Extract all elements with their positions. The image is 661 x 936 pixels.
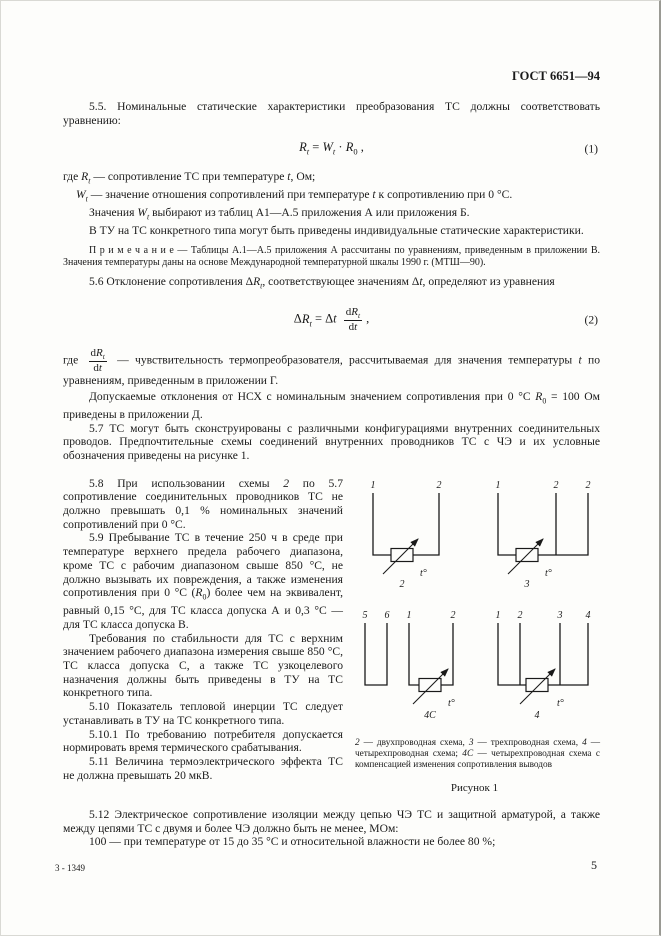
scheme-number-label: 2 — [399, 578, 405, 590]
terminal-number: 2 — [585, 479, 591, 491]
terminal-number: 2 — [553, 479, 559, 491]
terminal-number: 3 — [557, 609, 563, 621]
fraction-denominator: dt — [344, 320, 362, 333]
sensor-temperature-label: t° — [448, 697, 455, 709]
para-5-12: 5.12 Электрическое сопротивление изоляции между цепью ЧЭ ТС и защитной арматурой, а также между цепями ТС с двумя и более ЧЭ должно быть не менее, МОм: — [63, 807, 600, 835]
fraction-denominator: dt — [89, 361, 107, 374]
page-number: 5 — [591, 858, 597, 872]
scheme-4-diagram — [496, 610, 591, 721]
left-text-column — [63, 477, 343, 794]
formula-2-fraction — [344, 306, 362, 334]
scheme-number-label: 4 — [534, 709, 540, 721]
temperature-arrow-icon — [520, 669, 555, 704]
sensor-temperature-label: t° — [557, 697, 564, 709]
formula-1 — [63, 140, 600, 157]
note-paragraph: П р и м е ч а н и е — Таблицы А.1—А.5 приложения А рассчитаны по уравнениям, приведенным в приложении В. Значения температуры даны на основе Международной температурной шкалы 1990 г. (МТШ—90). — [63, 244, 600, 268]
where-2-lead: где — [63, 352, 79, 366]
terminal-number: 1 — [370, 479, 376, 491]
scheme-3-diagram — [496, 480, 591, 590]
formula-2-number: (2) — [584, 313, 598, 327]
para-5-10-1: 5.10.1 По требованию потребителя допускается нормировать время термического срабатывания. — [63, 727, 343, 755]
where-clause-1-line-2: $W_t$ — значение отношения сопротивлений при температуре t к сопротивлению при 0 °С. — [76, 187, 513, 204]
para-tu: В ТУ на ТС конкретного типа могут быть приведены индивидуальные статические характеристики. — [89, 223, 584, 237]
terminal-number: 1 — [495, 609, 501, 621]
para-5-8: 5.8 При использовании схемы 2 по 5.7 сопротивление соединительных проводников ТС не должно превышать 0,1 % номинальных значений сопротивлений при 0 °С. — [63, 476, 343, 531]
para-values: Значения $W_t$ выбирают из таблиц А1—А.5 приложения А или приложения Б. — [89, 205, 470, 222]
para-5-7: 5.7 ТС могут быть сконструированы с различными конфигурациями внутренних соединительных проводов. Предпочтительные схемы соединений внутренних проводников ТС с ЧЭ и их условные обозначения приведены на рисунке 1. — [63, 421, 600, 462]
para-stability: Требования по стабильности для ТС с верхним значением рабочего диапазона измерения свыше 850 °С, ТС класса допуска С, а также ТС узкоцелевого назначения должны быть приведены в ТУ на ТС конкретного типа. — [63, 631, 343, 700]
where-clause-1-line-1: где $R_t$ — сопротивление ТС при температуре t, Ом; — [63, 169, 316, 186]
sensor-temperature-label: t° — [545, 567, 552, 579]
fraction-numerator: $dR_t$ — [345, 306, 361, 321]
formula-2 — [63, 306, 600, 334]
where-2-fraction — [89, 347, 107, 375]
terminal-number: 1 — [495, 479, 501, 491]
para-5-11: 5.11 Величина термоэлектрического эффекта ТС не должна превышать 20 мкВ. — [63, 754, 343, 782]
figure-caption: 2 — двухпроводная схема, 3 — трехпроводная схема, 4 — четырехпроводная схема; 4С — четырехпроводная схема с компенсацией изменения сопротивления выводов — [355, 737, 600, 771]
formula-1-number: (1) — [584, 142, 598, 156]
para-5-5: 5.5. Номинальные статические характеристики преобразования ТС должны соответствовать уравнению: — [63, 100, 600, 127]
print-order-code: 3 - 1349 — [55, 863, 85, 873]
two-column-section — [63, 477, 600, 794]
terminal-number: 2 — [450, 609, 456, 621]
page-content — [63, 69, 600, 849]
para-100: 100 — при температуре от 15 до 35 °С и относительной влажности не более 80 %; — [89, 835, 496, 849]
scheme-number-label: 3 — [524, 578, 530, 590]
connection-schemes-figure — [349, 477, 599, 725]
para-tolerance: Допускаемые отклонения от НСХ с номинальным значением сопротивления при 0 °С $R_0 = 100$ Ом приведены в приложении Д. — [63, 389, 600, 421]
doc-number: ГОСТ 6651—94 — [511, 69, 600, 83]
sensor-temperature-label: t° — [420, 567, 427, 579]
terminal-number: 6 — [384, 609, 390, 621]
terminal-number: 5 — [362, 609, 368, 621]
temperature-arrow-icon — [413, 669, 448, 704]
fraction-numerator: $dR_t$ — [90, 346, 105, 361]
para-5-10: 5.10 Показатель тепловой инерции ТС следует устанавливать в ТУ на ТС конкретного типа. — [63, 700, 343, 727]
figure-1-block — [343, 477, 600, 794]
formula-2-trailing-comma: , — [366, 311, 370, 326]
para-5-6: 5.6 Отклонение сопротивления $\Delta R_t$, соответствующее значениям Δt, определяют из уравнения — [89, 275, 555, 291]
resistor-symbol — [419, 678, 441, 691]
para-5-9: 5.9 Пребывание ТС в течение 250 ч в среде при температуре верхнего предела рабочего диапазона, кроме ТС с рабочим диапазоном свыше 850 °С, не должно вызывать их повреждения, а также изменения сопротивления при 0 °С $(R_0)$ более чем на эквивалент, равный 0,15 °С, для ТС класса допуска А и 0,3 °С — для ТС класса допуска В. — [63, 531, 344, 631]
where-clause-2 — [63, 347, 600, 388]
scheme-2-diagram — [371, 480, 442, 590]
formula-1-expression: $R_t = W_t \cdot R_0$ , — [299, 140, 364, 157]
figure-label: Рисунок 1 — [450, 781, 499, 794]
terminal-number: 4 — [585, 609, 591, 621]
scheme-number-label: 4С — [424, 709, 436, 721]
where-2-text: — чувствительность термопреобразователя, рассчитываемая для значения температуры t по уравнениям, приведенным в приложении Г. — [63, 352, 601, 388]
formula-2-lhs: $\Delta R_t = \Delta t$ — [293, 311, 337, 329]
terminal-number: 1 — [406, 609, 412, 621]
terminal-number: 2 — [517, 609, 523, 621]
resistor-symbol — [526, 678, 548, 691]
terminal-number: 2 — [436, 479, 442, 491]
scheme-4c-diagram — [363, 610, 456, 721]
